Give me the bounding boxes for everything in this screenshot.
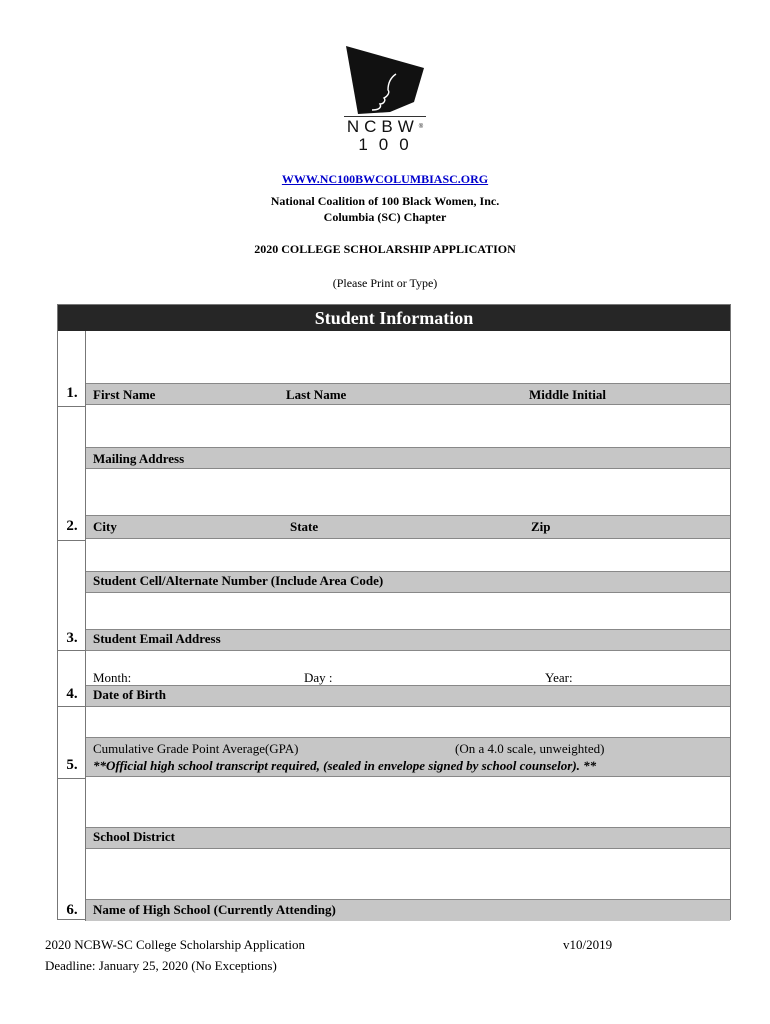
logo-ncbw-text: NCBW [346,117,419,136]
state-label: State [290,519,319,534]
row-number-6: 6. [66,902,78,918]
dob-month-label: Month: [93,670,132,685]
logo-trademark: ® [418,124,424,130]
mailing-address-label: Mailing Address [93,451,185,466]
dob-label: Date of Birth [93,687,166,702]
row-number-4: 4. [66,686,78,702]
org-name: National Coalition of 100 Black Women, Inc. [270,194,500,208]
dob-label-row [86,685,730,707]
zip-label: Zip [531,519,551,534]
application-title: 2020 COLLEGE SCHOLARSHIP APPLICATION [254,242,516,256]
dob-year-label: Year: [545,670,573,685]
chapter-name: Columbia (SC) Chapter [323,210,447,224]
name-label-row [86,383,730,405]
section-title: Student Information [58,305,730,331]
cell-number-label: Student Cell/Alternate Number (Include Area Code) [93,573,384,588]
row-number-5: 5. [66,757,78,773]
gpa-scale-label: (On a 4.0 scale, unweighted) [455,741,605,756]
first-name-label: First Name [93,387,156,402]
logo-100-text: 100 [358,135,420,154]
logo-wordmark [330,118,440,154]
school-district-label-row [86,827,730,849]
print-instruction: (Please Print or Type) [332,276,438,290]
city-state-zip-label-row [86,515,730,539]
website-link[interactable]: WWW.NC100BWCOLUMBIASC.ORG [281,172,489,186]
footer-version: v10/2019 [563,937,613,952]
student-information-form [57,304,731,920]
footer-deadline: Deadline: January 25, 2020 (No Exceptions) [45,958,277,973]
email-label: Student Email Address [93,631,221,646]
high-school-label: Name of High School (Currently Attending) [93,902,336,917]
footer-application-name: 2020 NCBW-SC College Scholarship Application [45,937,305,952]
row-number-2: 2. [66,518,78,534]
school-district-label: School District [93,829,175,844]
city-label: City [93,519,117,534]
row-number-3: 3. [66,630,78,646]
dob-day-label: Day : [304,670,333,685]
last-name-label: Last Name [286,387,347,402]
row-number-cell [58,779,86,921]
row-number-1: 1. [66,385,78,401]
gpa-label: Cumulative Grade Point Average(GPA) [93,741,299,756]
transcript-note: **Official high school transcript required, (sealed in envelope signed by school counselor). ** [93,758,597,773]
middle-initial-label: Middle Initial [529,387,606,402]
